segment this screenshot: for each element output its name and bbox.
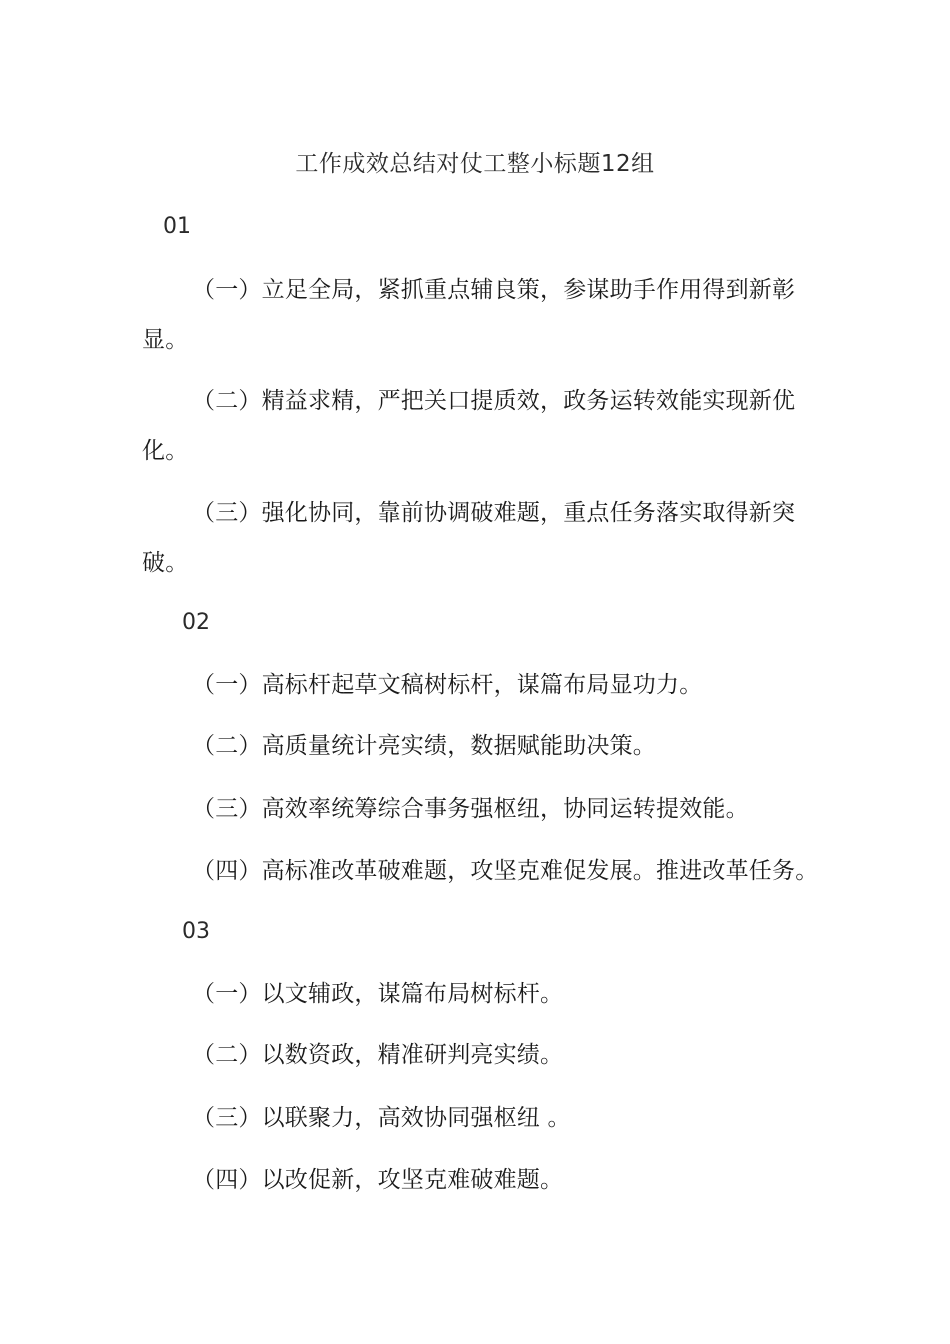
paragraph-item: （一）以文辅政，谋篇布局树标杆。 <box>192 981 564 1007</box>
paragraph-item: （四）以改促新，攻坚克难破难题。 <box>192 1167 564 1193</box>
paragraph-item: （一）立足全局，紧抓重点辅良策，参谋助手作用得到新彰显。 <box>142 277 796 353</box>
paragraph-item: （二）以数资政，精准研判亮实绩。 <box>192 1042 564 1068</box>
paragraph-item: （四）高标准改革破难题，攻坚克难促发展。推进改革任务。 <box>192 858 819 884</box>
paragraph-item: （二）精益求精，严把关口提质效，政务运转效能实现新优化。 <box>142 388 796 464</box>
document-title: 工作成效总结对仗工整小标题12组 <box>295 151 655 177</box>
paragraph-item: （三）高效率统筹综合事务强枢纽，协同运转提效能。 <box>192 796 749 822</box>
group-label-01: 01 <box>163 214 191 239</box>
paragraph-item: （三）以联聚力，高效协同强枢纽 。 <box>192 1105 571 1131</box>
group-label-02: 02 <box>182 610 210 635</box>
paragraph-item: （一）高标杆起草文稿树标杆，谋篇布局显功力。 <box>192 672 703 698</box>
group-label-03: 03 <box>182 919 210 944</box>
paragraph-item: （二）高质量统计亮实绩，数据赋能助决策。 <box>192 733 656 759</box>
paragraph-item: （三）强化协同，靠前协调破难题，重点任务落实取得新突破。 <box>142 500 796 576</box>
